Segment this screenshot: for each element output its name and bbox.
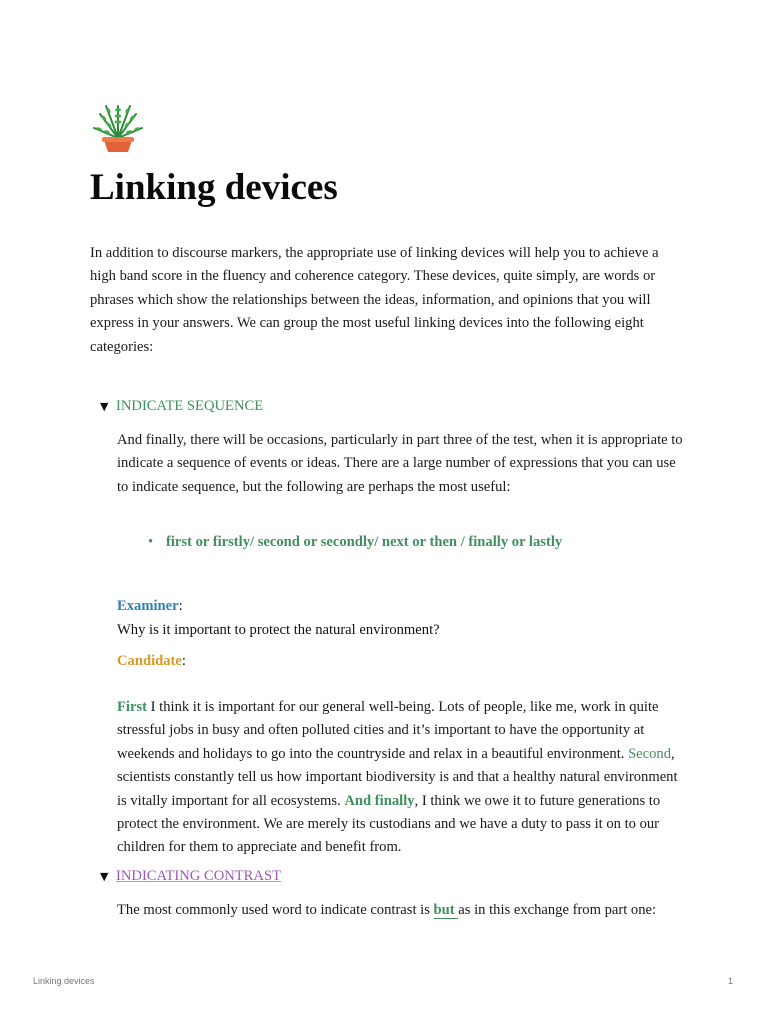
page-title: Linking devices (90, 167, 338, 208)
contrast-word-but: but (433, 902, 459, 918)
colon: : (178, 598, 183, 614)
candidate-name: Candidate (117, 653, 182, 669)
list-item (148, 531, 562, 554)
examiner-label (117, 595, 183, 618)
potted-plant-icon (90, 100, 146, 156)
toggle-triangle-icon[interactable]: ▼ (100, 400, 109, 413)
toggle-indicating-contrast[interactable] (90, 868, 281, 885)
contrast-text: as in this exchange from part one: (458, 902, 657, 918)
toggle-indicate-sequence[interactable] (90, 398, 263, 415)
colon: : (181, 653, 186, 669)
intro-paragraph: In addition to discourse markers, the appropriate use of linking devices will help you to achieve a high band score in the fluency and coherence category. These devices, quite simply, are words or phrases which show the relationships between the ideas, information, and opinions that you will express in your answers. We can group the most useful linking devices into the following eight categories: (90, 245, 659, 355)
marker-first: First (117, 699, 147, 715)
marker-and-finally: And finally (344, 792, 415, 809)
candidate-answer (117, 696, 683, 860)
answer-text: , I think we owe it to future generations to protect the environment. We are merely its custodians and we have a duty to pass it on to our children for them to appreciate and benefit from. (117, 792, 661, 856)
toggle-triangle-icon[interactable]: ▼ (100, 870, 109, 883)
toggle-heading[interactable]: INDICATE SEQUENCE (116, 398, 264, 414)
contrast-paragraph (117, 899, 697, 922)
footer-title: Linking devices (33, 976, 95, 986)
examiner-question: Why is it important to protect the natural environment? (117, 622, 440, 638)
answer-text: , scientists constantly tell us how important biodiversity is and that a healthy natural environment is vitally important for all ecosystems. (117, 745, 678, 809)
bullet-icon: • (148, 534, 154, 550)
candidate-label (117, 650, 186, 673)
sequence-expressions: first or firstly/ second or secondly/ next or then / finally or lastly (166, 534, 563, 550)
marker-second: Second (628, 745, 672, 762)
sequence-paragraph: And finally, there will be occasions, particularly in part three of the test, when it is appropriate to indicate a sequence of events or ideas. There are a large number of expressions that you can use to indicate sequence, but the following are perhaps the most useful: (117, 432, 683, 495)
contrast-text: The most commonly used word to indicate contrast is (117, 902, 434, 918)
answer-text: I think it is important for our general well-being. Lots of people, like me, work in quite stressful jobs in busy and often polluted cities and it’s important to have the opportunity at weekends and holidays to go into the countryside and relax in a beautiful environment. (117, 699, 659, 762)
toggle-heading-link[interactable]: INDICATING CONTRAST (116, 868, 281, 884)
page-number: 1 (728, 976, 734, 986)
examiner-name: Examiner (117, 598, 179, 614)
